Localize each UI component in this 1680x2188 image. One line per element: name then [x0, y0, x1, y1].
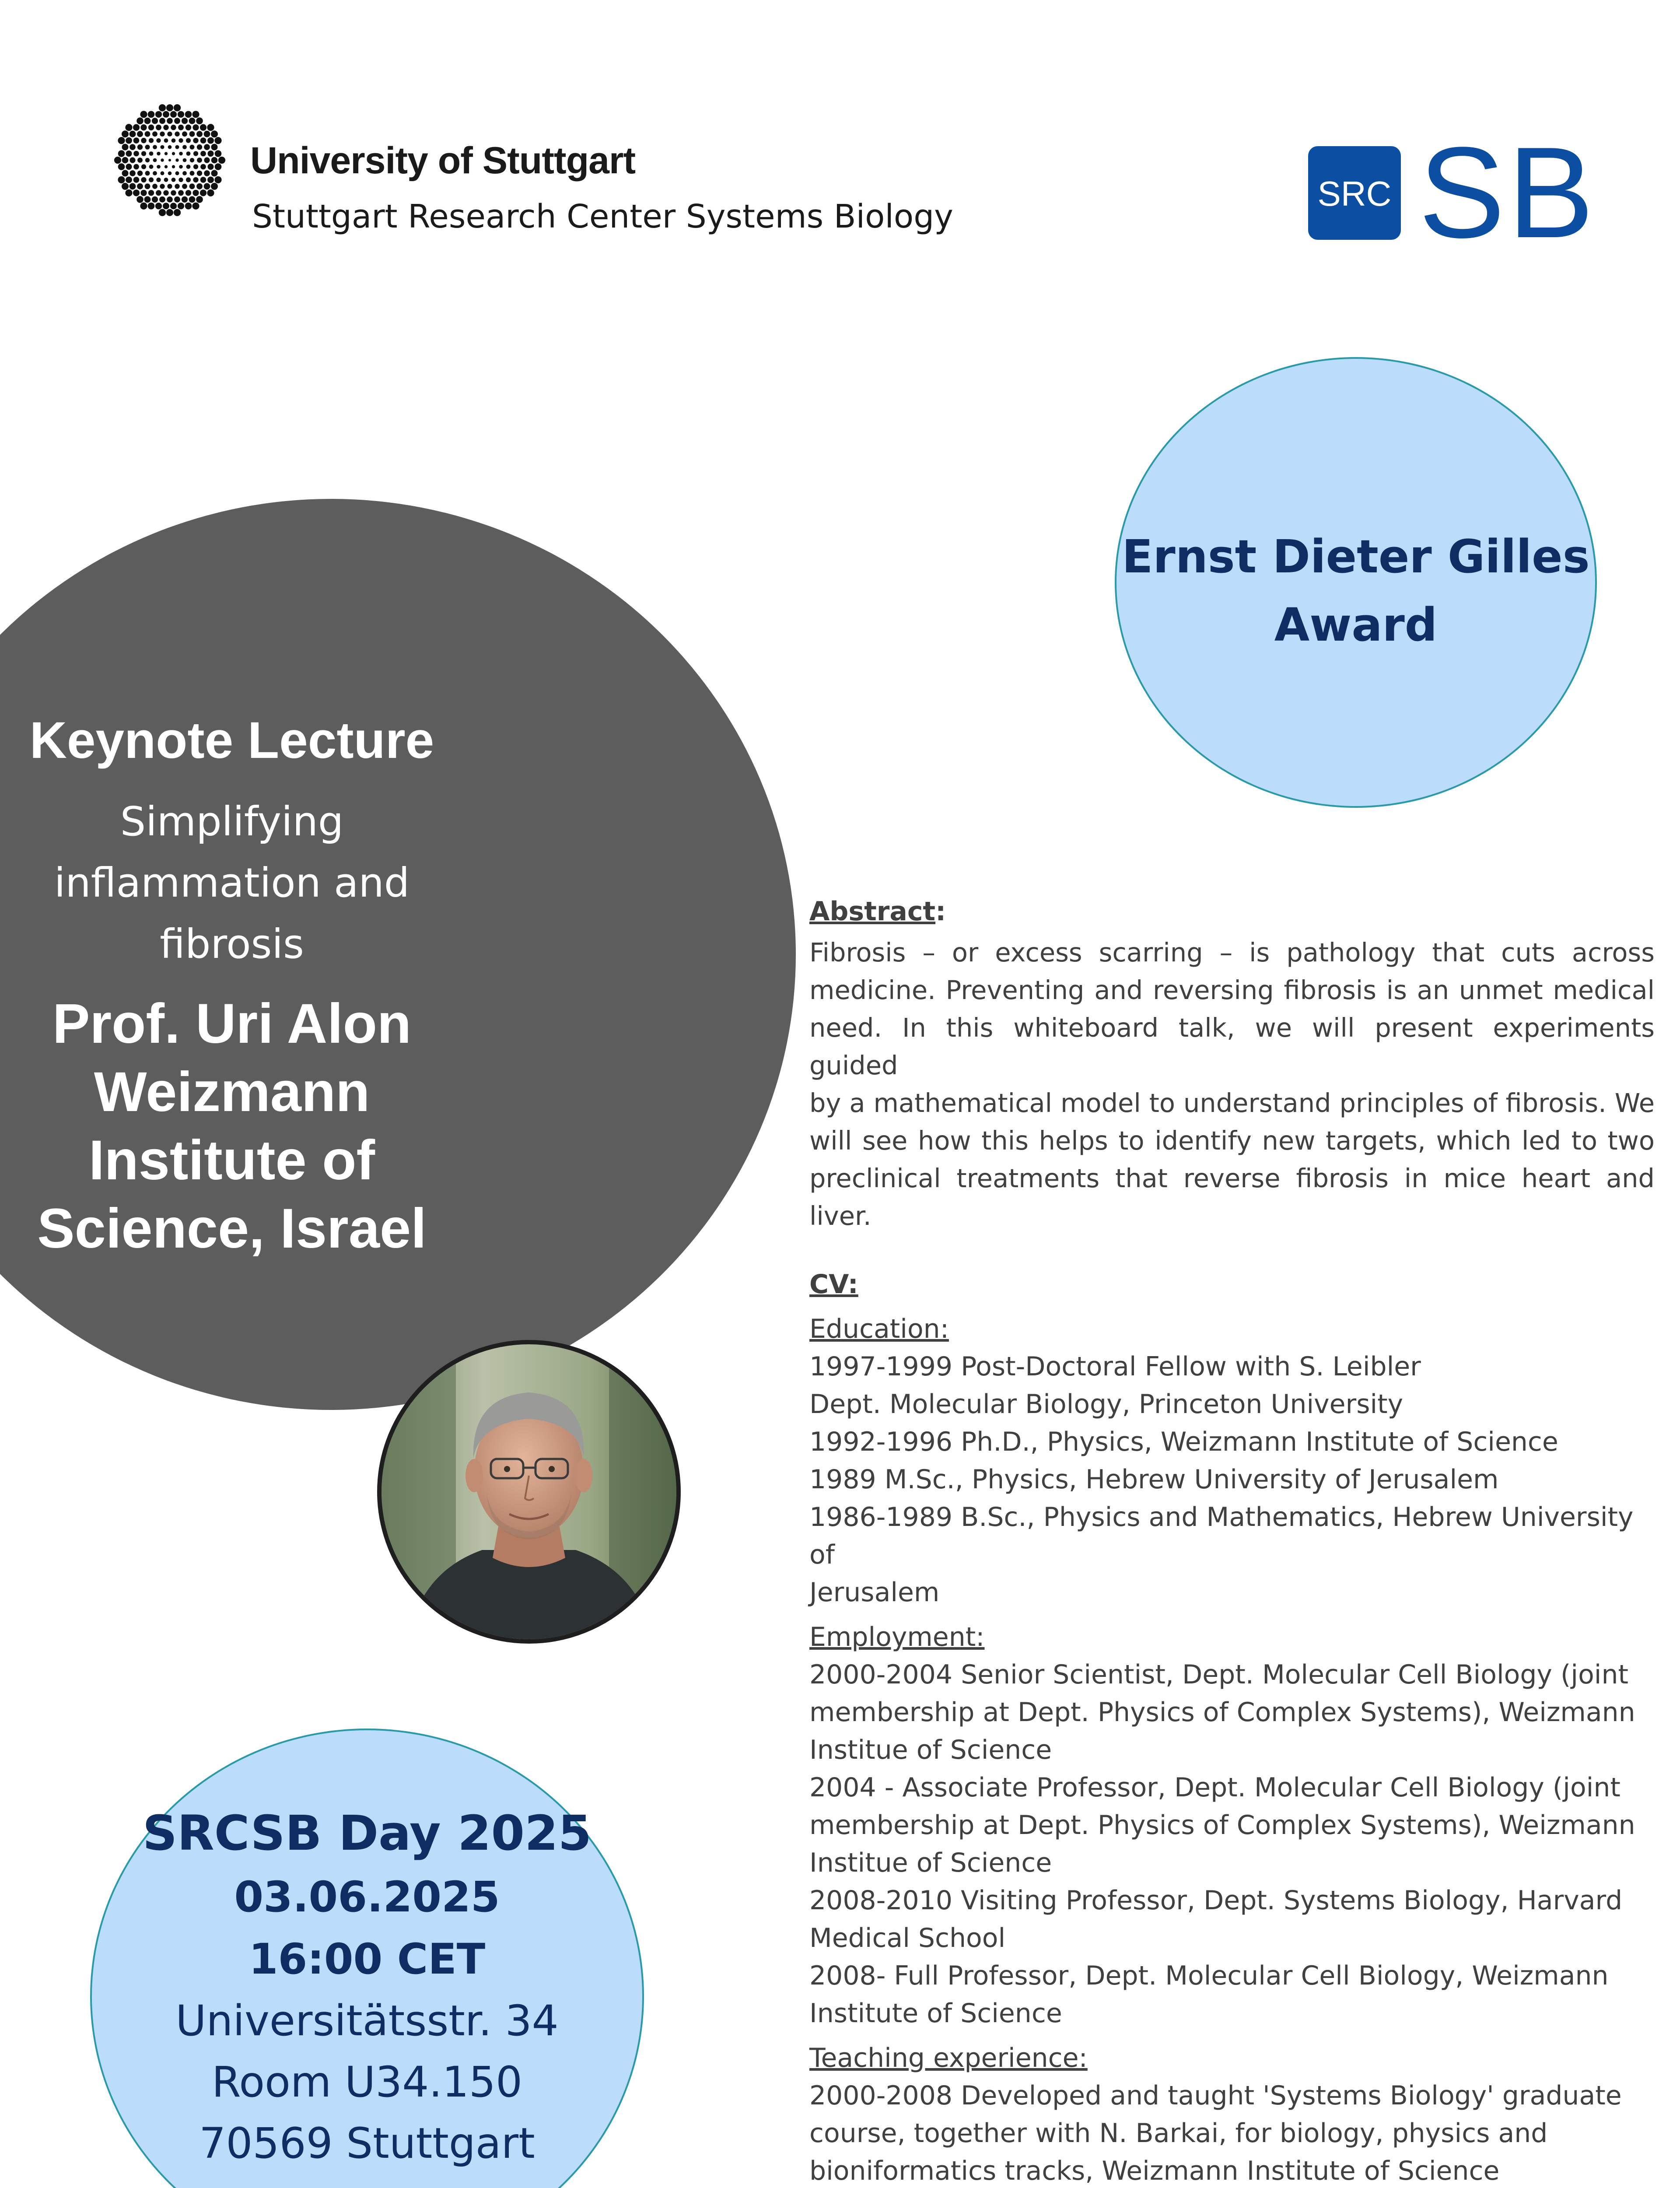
logo-dot [208, 151, 214, 157]
logo-dot [122, 183, 129, 190]
speaker-name [0, 990, 464, 1263]
logo-dot [215, 150, 222, 157]
logo-dot [153, 171, 157, 175]
logo-dot [174, 118, 180, 124]
logo-dot [211, 183, 218, 190]
teaching-list [809, 2077, 1655, 2188]
logo-dot [130, 183, 136, 189]
keynote-topic-line2: fibrosis [160, 921, 304, 968]
logo-dot [192, 203, 199, 210]
logo-dot [152, 131, 158, 137]
logo-dot [197, 171, 202, 176]
logo-dot [218, 157, 225, 164]
logo-dot [163, 111, 169, 118]
logo-dot [166, 209, 173, 216]
logo-dot [193, 177, 198, 182]
education-item: 1989 M.Sc., Physics, Hebrew University of Jerusalem [809, 1464, 1499, 1495]
keynote-label: Keynote Lecture [29, 712, 434, 769]
logo-dot [137, 131, 143, 137]
logo-dot [152, 118, 158, 124]
logo-dot [164, 165, 168, 168]
logo-dot [149, 151, 154, 156]
research-center-name: Stuttgart Research Center Systems Biology [252, 198, 953, 235]
education-list [809, 1348, 1655, 1611]
logo-dot [122, 157, 129, 164]
employment-item: 2000-2004 Senior Scientist, Dept. Molecular Cell Biology (joint [809, 1659, 1629, 1690]
logo-dot [148, 111, 155, 118]
event-street: Universitätsstr. 34 [175, 1996, 559, 2045]
logo-dot [171, 190, 176, 196]
employment-item: Institue of Science [809, 1735, 1052, 1765]
logo-dot [172, 165, 175, 168]
logo-dot [161, 145, 164, 149]
logo-dot [211, 130, 218, 137]
logo-dot [174, 104, 181, 111]
event-title: SRCSB Day 2025 [142, 1805, 592, 1861]
logo-dot [156, 190, 161, 196]
logo-dot [168, 159, 171, 161]
logo-dot [163, 190, 168, 196]
logo-dot [192, 190, 199, 196]
logo-dot [189, 131, 195, 137]
award-title-line2: Award [1274, 598, 1438, 652]
logo-dot [197, 144, 202, 150]
logo-dot [196, 131, 203, 137]
logo-dot [161, 171, 164, 175]
keynote-topic-line1: Simplifying inflammation and [54, 798, 410, 906]
logo-dot [145, 158, 150, 162]
logo-dot [178, 125, 184, 130]
logo-dot [163, 203, 169, 209]
logo-dot [159, 104, 166, 111]
logo-dot [156, 178, 161, 182]
logo-dot [214, 176, 221, 183]
logo-dot [178, 190, 184, 196]
award-title-line1: Ernst Dieter Gilles [1122, 530, 1590, 583]
logo-dot [167, 184, 172, 189]
logo-dot [189, 118, 196, 124]
logo-dot [145, 183, 150, 189]
logo-dot [160, 132, 164, 137]
keynote-circle [0, 499, 796, 1410]
logo-dot [140, 124, 147, 130]
logo-dot [133, 137, 140, 144]
logo-dot [145, 171, 150, 175]
logo-dot [215, 163, 222, 170]
logo-dot [182, 171, 187, 175]
logo-dot [182, 131, 187, 137]
abstract-line: medicine. Preventing and reversing fibrosis is an unmet medical [809, 975, 1655, 1005]
logo-dot [190, 171, 195, 175]
logo-dot [156, 125, 161, 130]
teaching-item: 2000-2008 Developed and taught 'Systems Biology' graduate [809, 2080, 1622, 2111]
logo-dot [193, 164, 198, 169]
logo-dot [157, 165, 161, 169]
logo-dot [200, 177, 206, 183]
logo-dot [153, 158, 157, 162]
logo-dot [125, 124, 132, 131]
logo-dot [141, 138, 146, 143]
employment-list [809, 1656, 1655, 2032]
abstract-line: Fibrosis – or excess scarring – is pathology that cuts across [809, 937, 1655, 968]
logo-dot [207, 124, 214, 131]
logo-dot [178, 178, 183, 182]
award-circle [1115, 357, 1597, 808]
keynote-topic [0, 791, 464, 975]
logo-dot [211, 170, 218, 176]
speaker-line3: Science, Israel [37, 1197, 427, 1260]
logo-dot [130, 157, 135, 163]
logo-dot [159, 118, 165, 124]
logo-dot [133, 189, 140, 196]
logo-dot [207, 189, 214, 196]
event-info-circle [90, 1729, 644, 2188]
employment-item: Institue of Science [809, 1848, 1052, 1878]
logo-dot [178, 138, 183, 143]
logo-dot [159, 196, 165, 203]
logo-dot [172, 178, 176, 182]
logo-dot [174, 209, 181, 216]
logo-dot [200, 189, 206, 196]
logo-dot [192, 124, 199, 130]
logo-dot [114, 157, 121, 164]
logo-dot [196, 117, 203, 124]
logo-dot [137, 183, 143, 189]
education-item: 1997-1999 Post-Doctoral Fellow with S. Leibler [809, 1351, 1421, 1382]
logo-dot [140, 111, 147, 118]
logo-dot [186, 138, 191, 143]
logo-dot [196, 196, 203, 203]
logo-dot [196, 183, 203, 189]
logo-dot [211, 157, 218, 164]
cv-heading [809, 1266, 1655, 1303]
logo-dot [183, 158, 187, 162]
logo-dot [122, 130, 129, 137]
logo-dot [175, 158, 178, 161]
logo-dot [178, 111, 184, 118]
logo-dot [161, 158, 164, 161]
logo-dot [179, 165, 183, 169]
logo-dot [197, 158, 202, 163]
event-time: 16:00 CET [248, 1935, 486, 1984]
logo-dot [172, 138, 176, 143]
logo-dot [164, 138, 168, 143]
university-logo-icon [113, 103, 227, 217]
speaker-portrait-image [382, 1344, 676, 1639]
logo-dot [204, 157, 210, 163]
logo-dot [133, 164, 139, 170]
logo-dot [155, 203, 162, 209]
logo-dot [204, 144, 210, 150]
logo-dot [170, 203, 177, 209]
logo-dot [148, 190, 154, 196]
logo-dot [211, 144, 218, 151]
logo-dot [144, 196, 151, 203]
logo-dot [204, 170, 210, 176]
logo-dot [175, 145, 179, 149]
logo-dot [174, 196, 180, 203]
employment-item: Medical School [809, 1923, 1006, 1953]
logo-dot [186, 125, 191, 130]
employment-item: 2008- Full Professor, Dept. Molecular Cell Biology, Weizmann [809, 1960, 1609, 1991]
logo-dot [140, 203, 147, 210]
abstract-line: preclinical treatments that reverse fibrosis in mice heart and liver. [809, 1163, 1655, 1231]
logo-dot [186, 177, 191, 182]
srcsb-logo [1308, 144, 1614, 242]
logo-dot [163, 125, 168, 130]
logo-dot [204, 131, 210, 137]
logo-dot [137, 171, 143, 176]
employment-item: 2008-2010 Visiting Professor, Dept. Systems Biology, Harvard [809, 1885, 1623, 1916]
logo-dot [185, 111, 192, 118]
logo-dot [118, 176, 125, 183]
speaker-line1: Prof. Uri Alon [52, 992, 412, 1055]
logo-dot [168, 172, 172, 175]
logo-dot [182, 118, 188, 124]
event-room: Room U34.150 [211, 2058, 523, 2107]
logo-dot [207, 177, 214, 183]
logo-dot [136, 117, 144, 124]
abstract-line: need. In this whiteboard talk, we will present experiments guided [809, 1013, 1655, 1080]
logo-dot [126, 137, 132, 144]
speaker-photo [377, 1340, 681, 1644]
logo-dot [204, 183, 210, 189]
employment-item: 2004 - Associate Professor, Dept. Molecular Cell Biology (joint [809, 1772, 1620, 1803]
logo-dot [141, 151, 146, 156]
logo-dot [118, 150, 125, 157]
logo-dot [130, 144, 136, 150]
education-heading: Education: [809, 1314, 949, 1344]
university-name: University of Stuttgart [250, 140, 636, 182]
logo-dot [141, 164, 146, 169]
education-item: Jerusalem [809, 1577, 940, 1608]
abstract-heading [809, 893, 1655, 930]
logo-dot [192, 111, 199, 118]
logo-dot [126, 177, 132, 183]
logo-dot [122, 144, 129, 151]
logo-dot [189, 196, 196, 203]
logo-dot [136, 196, 144, 203]
teaching-item: course, together with N. Barkai, for biology, physics and [809, 2118, 1548, 2149]
logo-dot [193, 138, 198, 143]
logo-dot [130, 131, 136, 137]
logo-dot [133, 151, 139, 157]
logo-dot [141, 177, 146, 182]
logo-dot [164, 152, 168, 155]
logo-dot [189, 183, 195, 189]
logo-dot [182, 184, 187, 189]
logo-dot [175, 171, 179, 175]
srcsb-logo-large-text: SB [1418, 144, 1597, 242]
srcsb-logo-small-text: SRC [1317, 174, 1392, 213]
logo-dot [160, 184, 164, 189]
logo-dot [168, 145, 172, 149]
logo-dot [186, 190, 191, 196]
logo-dot [122, 170, 129, 176]
speaker-line2: Weizmann Institute of [88, 1061, 375, 1192]
employment-item: membership at Dept. Physics of Complex Systems), Weizmann [809, 1697, 1635, 1728]
details-column [809, 893, 1655, 2188]
logo-dot [149, 177, 154, 182]
logo-dot [137, 158, 143, 163]
logo-dot [167, 132, 172, 137]
logo-dot [145, 131, 150, 137]
education-item: 1992-1996 Ph.D., Physics, Weizmann Institute of Science [809, 1427, 1558, 1457]
logo-dot [185, 203, 192, 210]
event-info [92, 1800, 642, 2174]
logo-dot [148, 125, 154, 130]
education-item: 1986-1989 B.Sc., Physics and Mathematics, Hebrew University of [809, 1502, 1634, 1570]
logo-dot [133, 124, 140, 131]
logo-dot [152, 184, 158, 189]
event-date: 03.06.2025 [234, 1872, 500, 1922]
logo-dot [182, 145, 187, 149]
employment-item: membership at Dept. Physics of Complex Systems), Weizmann [809, 1810, 1635, 1841]
employment-heading: Employment: [809, 1622, 985, 1652]
logo-dot [200, 164, 206, 170]
logo-dot [186, 151, 191, 156]
logo-dot [118, 163, 125, 170]
logo-dot [145, 145, 150, 150]
logo-dot [126, 151, 132, 157]
logo-dot [208, 164, 214, 170]
logo-dot [156, 138, 161, 143]
logo-dot [171, 125, 176, 130]
logo-dot [200, 124, 206, 131]
logo-dot [149, 165, 154, 169]
logo-dot [193, 151, 198, 156]
logo-dot [214, 137, 221, 144]
logo-dot [186, 165, 191, 169]
teaching-heading: Teaching experience: [809, 2043, 1088, 2073]
logo-dot [153, 145, 157, 149]
education-item: Dept. Molecular Biology, Princeton University [809, 1389, 1404, 1420]
teaching-item: bioniformatics tracks, Weizmann Institute of Science [809, 2156, 1500, 2186]
logo-dot [207, 137, 214, 144]
logo-dot [178, 203, 184, 209]
logo-dot [137, 144, 143, 150]
logo-dot [140, 190, 147, 196]
logo-dot [190, 158, 194, 162]
logo-dot [130, 170, 136, 176]
logo-dot [172, 152, 175, 155]
employment-item: Institute of Science [809, 1998, 1062, 2029]
logo-dot [175, 132, 179, 137]
abstract-heading-label: Abstract [809, 896, 936, 927]
logo-dot [190, 145, 195, 150]
event-city: 70569 Stuttgart [199, 2119, 535, 2168]
logo-dot [155, 111, 162, 118]
cv-heading-label: CV: [809, 1269, 858, 1300]
logo-dot [118, 137, 125, 144]
abstract-line: by a mathematical model to understand principles of fibrosis. We [809, 1088, 1655, 1118]
logo-dot [148, 203, 155, 210]
logo-dot [152, 196, 158, 203]
logo-dot [144, 118, 151, 124]
award-title [1116, 522, 1595, 659]
logo-dot [179, 152, 183, 156]
logo-dot [182, 196, 188, 203]
logo-dot [159, 209, 166, 216]
logo-dot [149, 138, 154, 143]
logo-dot [126, 164, 132, 170]
abstract-text [809, 934, 1655, 1235]
abstract-heading-colon: : [935, 896, 946, 927]
logo-dot [200, 151, 206, 157]
logo-dot [164, 178, 168, 182]
logo-dot [157, 152, 161, 156]
abstract-line: will see how this helps to identify new targets, which led to two [809, 1126, 1655, 1156]
logo-dot [200, 137, 206, 144]
logo-dot [170, 111, 177, 118]
logo-dot [125, 189, 132, 196]
logo-dot [167, 196, 173, 203]
logo-dot [167, 118, 173, 124]
logo-dot [175, 184, 179, 189]
logo-dot [133, 177, 140, 183]
logo-dot [166, 104, 173, 111]
